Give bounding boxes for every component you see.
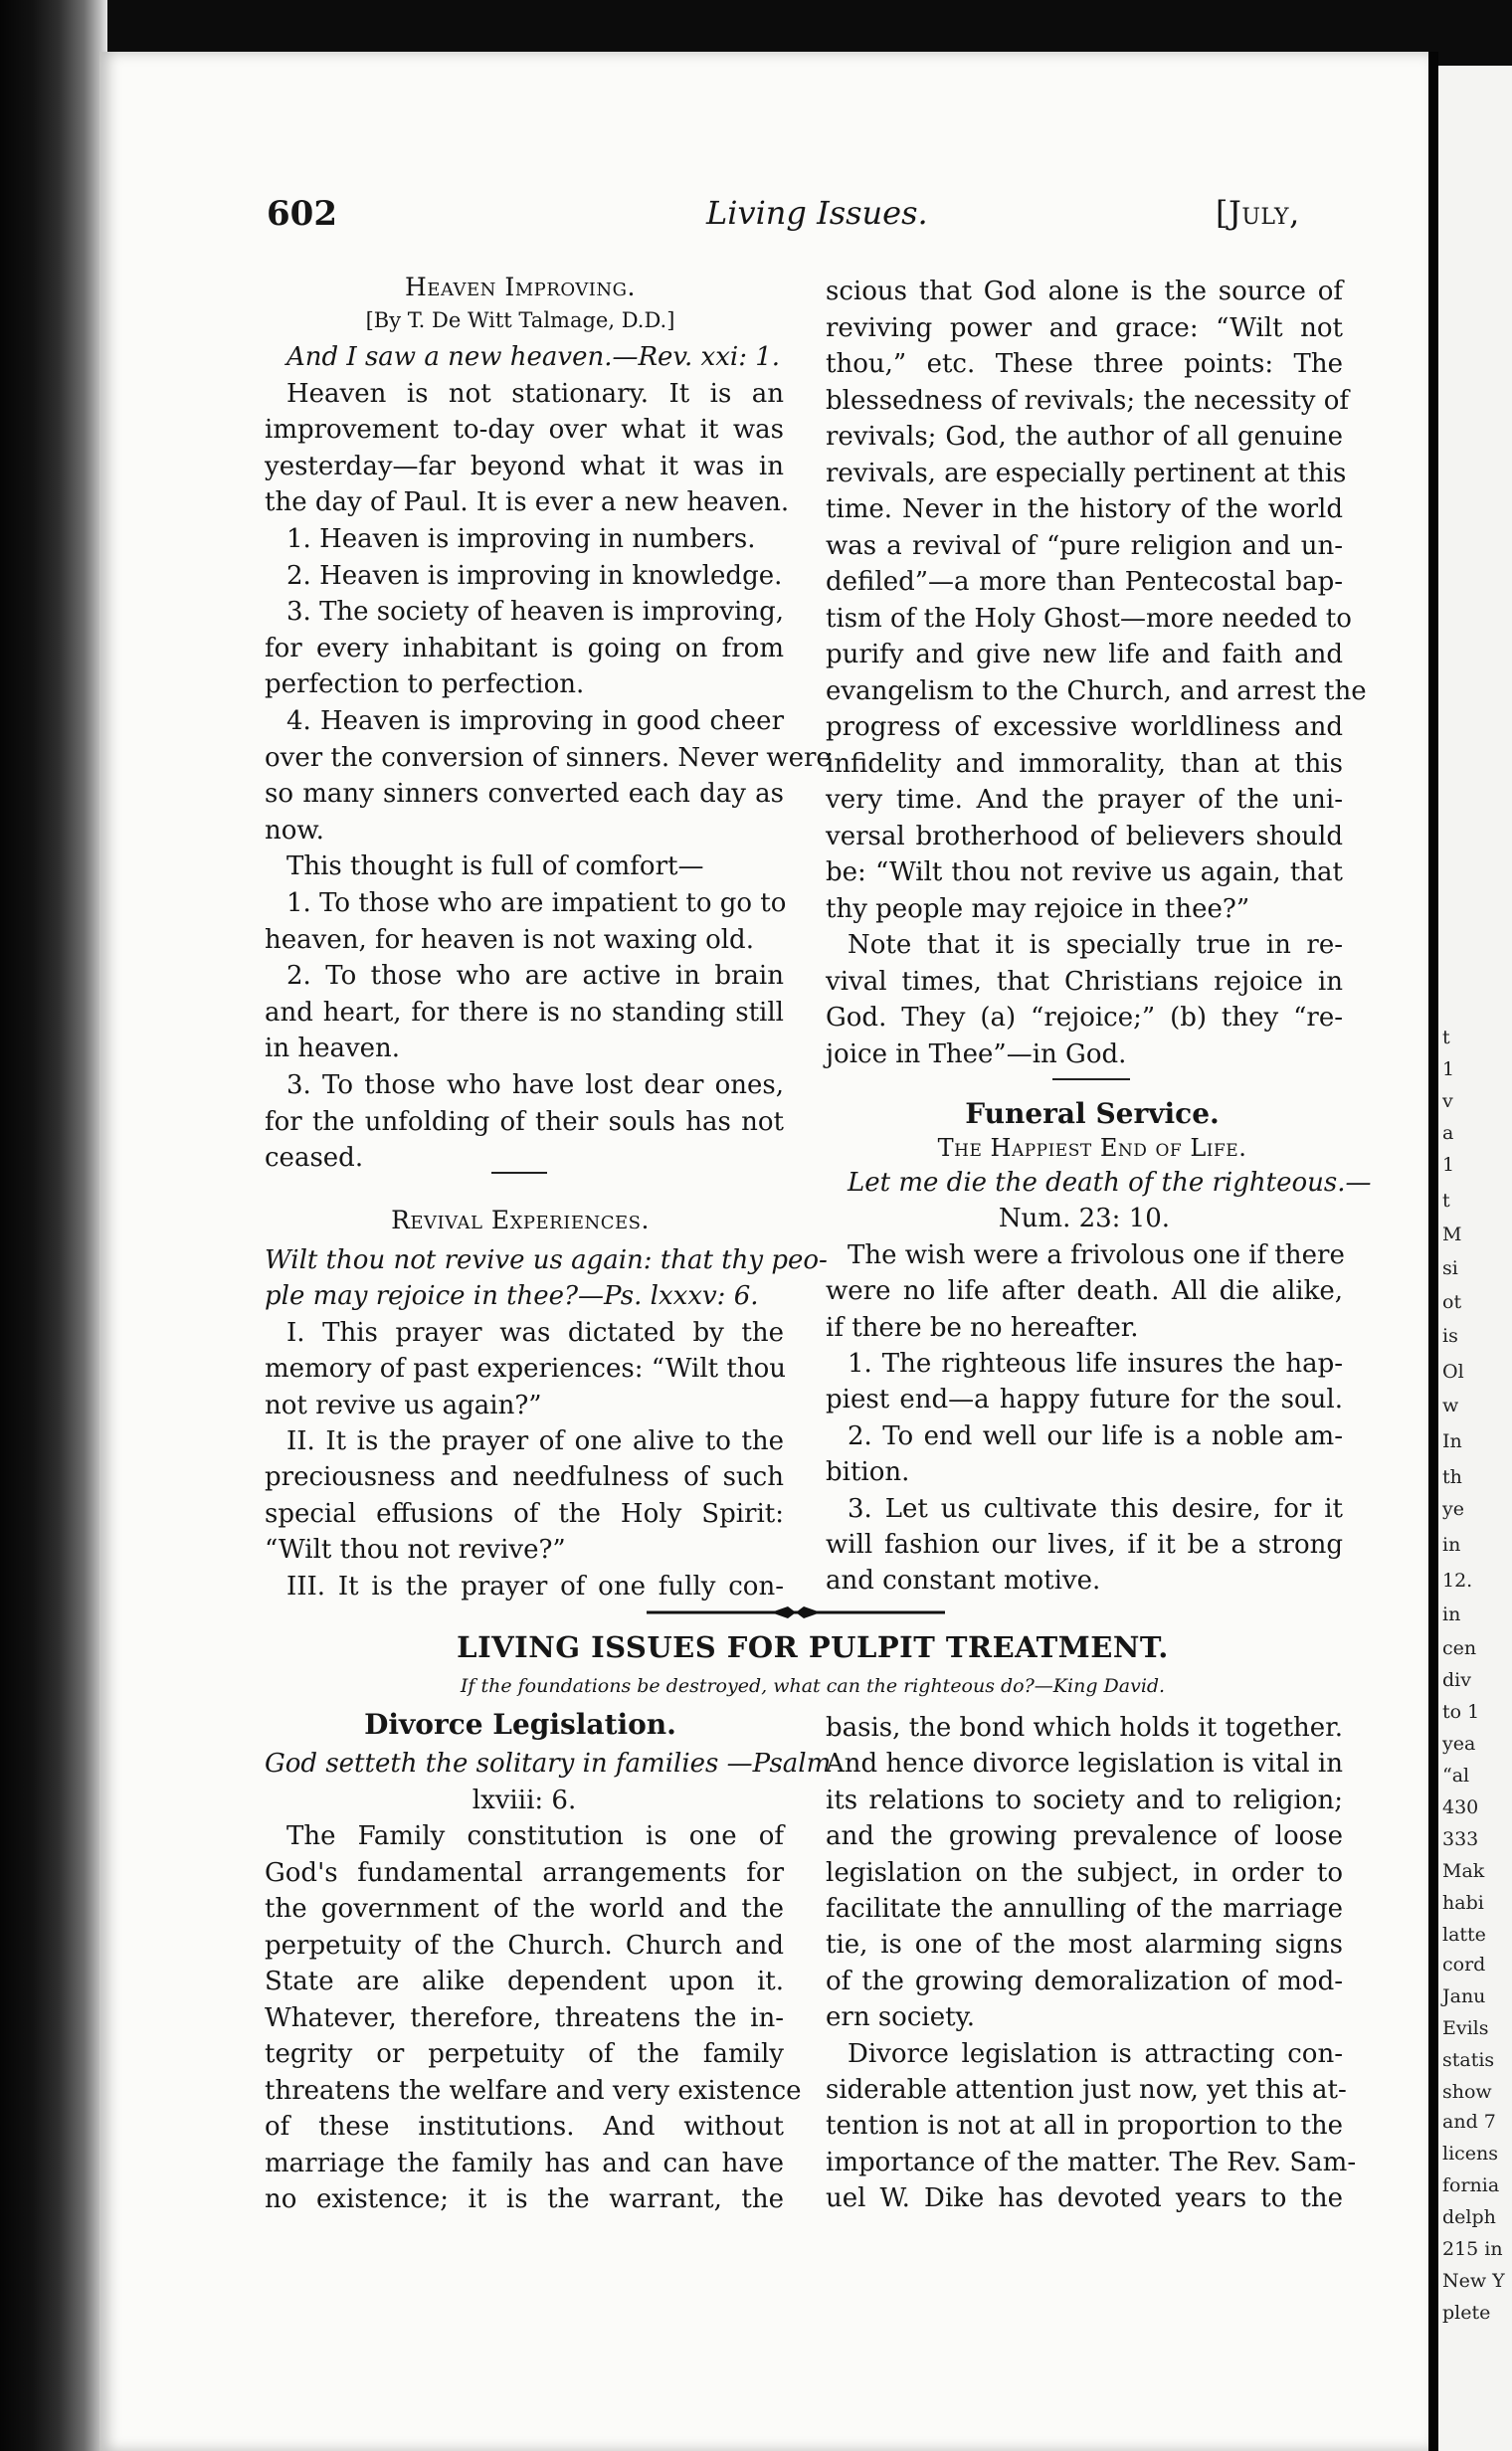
text-line: 4. Heaven is improving in good cheer <box>286 706 784 736</box>
text-line: 3. Let us cultivate this desire, for it <box>848 1493 1343 1524</box>
text-line: And I saw a new heaven.—Rev. xxi: 1. <box>286 342 781 372</box>
page-number: 602 <box>267 194 337 234</box>
adjacent-page-text-fragment: statis <box>1442 2049 1495 2071</box>
adjacent-page-text-fragment: th <box>1442 1466 1462 1488</box>
text-line: God setteth the solitary in families —Psalm <box>265 1749 832 1779</box>
text-line: uel W. Dike has devoted years to the <box>826 2183 1343 2214</box>
text-line: of these institutions. And without <box>265 2112 784 2142</box>
adjacent-page-text-fragment: si <box>1442 1257 1458 1279</box>
sermon-byline: [By T. De Witt Talmage, D.D.] <box>365 308 675 332</box>
text-line: Divorce legislation is attracting con- <box>848 2038 1343 2069</box>
text-line: threatens the welfare and very existence <box>265 2075 802 2106</box>
adjacent-page-text-fragment: Evils <box>1442 2017 1489 2039</box>
text-line: ern society. <box>826 2002 976 2033</box>
sermon-title-heaven-improving: Heaven Improving. <box>405 273 636 301</box>
text-line: progress of excessive worldliness and <box>826 712 1343 742</box>
text-line: 1. To those who are impatient to go to <box>286 888 787 918</box>
text-line: perfection to perfection. <box>265 669 585 700</box>
text-line: its relations to society and to religion; <box>826 1785 1343 1815</box>
adjacent-page-text-fragment: to 1 <box>1442 1701 1480 1723</box>
adjacent-page-text-fragment: 333 <box>1442 1828 1479 1850</box>
adjacent-page-text-fragment: “al <box>1442 1765 1470 1787</box>
section-divider-rule-right <box>1052 1078 1130 1080</box>
text-line: perpetuity of the Church. Church and <box>265 1930 784 1961</box>
text-line: not revive us again?” <box>265 1390 542 1420</box>
living-issues-epigraph: If the foundations be destroyed, what can the righteous do?—King David. <box>460 1675 1166 1697</box>
adjacent-page-text-fragment: 215 in <box>1442 2238 1503 2260</box>
text-line: Wilt thou not revive us again: that thy peo- <box>265 1245 828 1275</box>
text-line: “Wilt thou not revive?” <box>265 1535 566 1566</box>
adjacent-page-text-fragment: div <box>1442 1669 1471 1691</box>
adjacent-page-text-fragment: 1 <box>1442 1058 1455 1080</box>
text-line: memory of past experiences: “Wilt thou <box>265 1354 786 1385</box>
text-line: reviving power and grace: “Wilt not <box>826 312 1343 343</box>
adjacent-page-text-fragment: cord <box>1442 1954 1486 1976</box>
text-line: joice in Thee”—in God. <box>826 1038 1127 1069</box>
text-line: III. It is the prayer of one fully con- <box>286 1571 784 1602</box>
adjacent-page-text-fragment: t <box>1442 1190 1450 1212</box>
sermon-title-revival-experiences: Revival Experiences. <box>391 1206 650 1234</box>
text-line: was a revival of “pure religion and un- <box>826 530 1343 561</box>
adjacent-page-text-fragment: cen <box>1442 1637 1477 1659</box>
text-line: special effusions of the Holy Spirit: <box>265 1498 784 1529</box>
text-line: Note that it is specially true in re- <box>848 930 1343 960</box>
text-line: heaven, for heaven is not waxing old. <box>265 924 754 955</box>
text-line: defiled”—a more than Pentecostal bap- <box>826 567 1343 597</box>
text-line: 2. To end well our life is a noble am- <box>848 1420 1343 1451</box>
text-line: the day of Paul. It is ever a new heaven. <box>265 487 790 518</box>
adjacent-page-text-fragment: 12. <box>1442 1570 1473 1592</box>
adjacent-page-text-fragment: yea <box>1442 1733 1476 1755</box>
text-line: 1. Heaven is improving in numbers. <box>286 524 756 554</box>
text-line: and constant motive. <box>826 1566 1101 1597</box>
text-line: very time. And the prayer of the uni- <box>826 785 1343 815</box>
divorce-legislation-title: Divorce Legislation. <box>364 1708 676 1741</box>
text-line: II. It is the prayer of one alive to the <box>286 1426 784 1456</box>
text-line: facilitate the annulling of the marriage <box>826 1894 1343 1924</box>
text-line: revivals, are especially pertinent at this <box>826 458 1347 488</box>
text-line: if there be no hereafter. <box>826 1312 1139 1343</box>
adjacent-page-text-fragment: t <box>1442 1027 1450 1048</box>
text-line: and heart, for there is no standing still <box>265 997 784 1028</box>
text-line: ple may rejoice in thee?—Ps. lxxxv: 6. <box>265 1281 759 1312</box>
text-line: The Family constitution is one of <box>286 1821 784 1851</box>
adjacent-page-text-fragment: plete <box>1442 2302 1491 2324</box>
adjacent-page-text-fragment: ye <box>1442 1498 1464 1520</box>
text-line: improvement to-day over what it was <box>265 415 784 446</box>
adjacent-page-text-fragment: In <box>1442 1430 1462 1452</box>
living-issues-heading: LIVING ISSUES FOR PULPIT TREATMENT. <box>457 1630 1169 1664</box>
page-gutter <box>1428 52 1438 2451</box>
text-line: will fashion our lives, if it be a strong <box>826 1530 1343 1560</box>
text-line: 2. To those who are active in brain <box>286 961 784 992</box>
text-line: so many sinners converted each day as <box>265 779 784 810</box>
text-line: 2. Heaven is improving in knowledge. <box>286 560 783 591</box>
text-line: piest end—a happy future for the soul. <box>826 1385 1343 1415</box>
text-line: in heaven. <box>265 1034 401 1064</box>
text-line: be: “Wilt thou not revive us again, that <box>826 857 1343 887</box>
text-line: for every inhabitant is going on from <box>265 633 784 663</box>
text-line: Heaven is not stationary. It is an <box>286 378 784 409</box>
text-line: Num. 23: 10. <box>998 1204 1171 1234</box>
adjacent-page-text-fragment: M <box>1442 1224 1462 1245</box>
adjacent-page-edge <box>1438 66 1512 2451</box>
adjacent-page-text-fragment: in <box>1442 1534 1461 1556</box>
text-line: This thought is full of comfort— <box>286 851 704 882</box>
text-line: marriage the family has and can have <box>265 2148 784 2178</box>
adjacent-page-text-fragment: show <box>1442 2081 1492 2103</box>
adjacent-page-text-fragment: 430 <box>1442 1796 1479 1818</box>
text-line: importance of the matter. The Rev. Sam- <box>826 2147 1357 2177</box>
text-line: The wish were a frivolous one if there <box>848 1239 1345 1270</box>
adjacent-page-text-fragment: ot <box>1442 1291 1462 1313</box>
text-line: tegrity or perpetuity of the family <box>265 2039 784 2069</box>
adjacent-page-text-fragment: Mak <box>1442 1860 1485 1882</box>
text-line: now. <box>265 815 324 846</box>
adjacent-page-text-fragment: w <box>1442 1395 1459 1416</box>
section-divider-rule <box>491 1172 547 1174</box>
text-line: 1. The righteous life insures the hap- <box>848 1349 1343 1379</box>
adjacent-page-text-fragment: habi <box>1442 1892 1484 1914</box>
text-line: ceased. <box>265 1143 364 1174</box>
text-line: evangelism to the Church, and arrest the <box>826 675 1367 706</box>
text-line: lxviii: 6. <box>472 1785 577 1815</box>
adjacent-page-text-fragment: licens <box>1442 2143 1499 2165</box>
text-line: basis, the bond which holds it together. <box>826 1713 1343 1743</box>
text-line: 3. To those who have lost dear ones, <box>286 1070 784 1100</box>
text-line: legislation on the subject, in order to <box>826 1857 1343 1888</box>
text-line: blessedness of revivals; the necessity of <box>826 385 1349 416</box>
text-line: time. Never in the history of the world <box>826 494 1343 524</box>
text-line: tism of the Holy Ghost—more needed to <box>826 603 1352 634</box>
text-line: 3. The society of heaven is improving, <box>286 597 785 628</box>
text-line: vival times, that Christians rejoice in <box>826 966 1343 997</box>
text-line: over the conversion of sinners. Never were <box>265 742 832 773</box>
text-line: And hence divorce legislation is vital in <box>826 1749 1343 1780</box>
adjacent-page-text-fragment: latte <box>1442 1924 1486 1946</box>
text-line: bition. <box>826 1457 910 1488</box>
funeral-sermon-title: The Happiest End of Life. <box>937 1134 1247 1162</box>
text-line: versal brotherhood of believers should <box>826 821 1343 851</box>
text-line: Let me die the death of the righteous.— <box>848 1168 1372 1198</box>
text-line: God. They (a) “rejoice;” (b) they “re- <box>826 1003 1343 1033</box>
adjacent-page-text-fragment: is <box>1442 1325 1458 1347</box>
adjacent-page-text-fragment: Ol <box>1442 1361 1464 1383</box>
text-line: no existence; it is the warrant, the <box>265 2184 784 2214</box>
text-line: of the growing demoralization of mod- <box>826 1966 1343 1996</box>
adjacent-page-text-fragment: 1 <box>1442 1154 1455 1176</box>
adjacent-page-text-fragment: delph <box>1442 2206 1496 2228</box>
adjacent-page-text-fragment: v <box>1442 1090 1453 1112</box>
running-month: [July, <box>1216 194 1300 232</box>
text-line: revivals; God, the author of all genuine <box>826 422 1343 452</box>
adjacent-page-text-fragment: a <box>1442 1122 1454 1144</box>
text-line: tie, is one of the most alarming signs <box>826 1930 1343 1961</box>
adjacent-page-text-fragment: New Y <box>1442 2270 1505 2292</box>
text-line: Whatever, therefore, threatens the in- <box>265 2002 784 2033</box>
adjacent-page-text-fragment: and 7 <box>1442 2111 1496 2133</box>
text-line: God's fundamental arrangements for <box>265 1857 784 1888</box>
running-title: Living Issues. <box>706 194 928 232</box>
text-line: for the unfolding of their souls has not <box>265 1106 784 1137</box>
text-line: preciousness and needfulness of such <box>265 1462 784 1493</box>
funeral-service-heading: Funeral Service. <box>965 1097 1220 1130</box>
text-line: and the growing prevalence of loose <box>826 1821 1343 1852</box>
text-line: I. This prayer was dictated by the <box>286 1317 784 1348</box>
adjacent-page-text-fragment: in <box>1442 1603 1461 1625</box>
text-line: purify and give new life and faith and <box>826 640 1343 669</box>
text-line: the government of the world and the <box>265 1894 784 1924</box>
adjacent-page-text-fragment: fornia <box>1442 2174 1500 2196</box>
book-spine-shadow <box>0 0 107 2451</box>
text-line: were no life after death. All die alike, <box>826 1276 1343 1307</box>
text-line: scious that God alone is the source of <box>826 277 1343 306</box>
text-line: infidelity and immorality, than at this <box>826 748 1343 779</box>
text-line: tention is not at all in proportion to the <box>826 2111 1343 2142</box>
text-line: yesterday—far beyond what it was in <box>265 451 784 481</box>
adjacent-page-text-fragment: Janu <box>1442 1985 1486 2007</box>
ornamental-divider <box>647 1605 945 1619</box>
text-line: thou,” etc. These three points: The <box>826 349 1343 379</box>
text-line: siderable attention just now, yet this at- <box>826 2075 1347 2105</box>
text-line: State are alike dependent upon it. <box>265 1967 784 1996</box>
text-line: thy people may rejoice in thee?” <box>826 893 1250 924</box>
